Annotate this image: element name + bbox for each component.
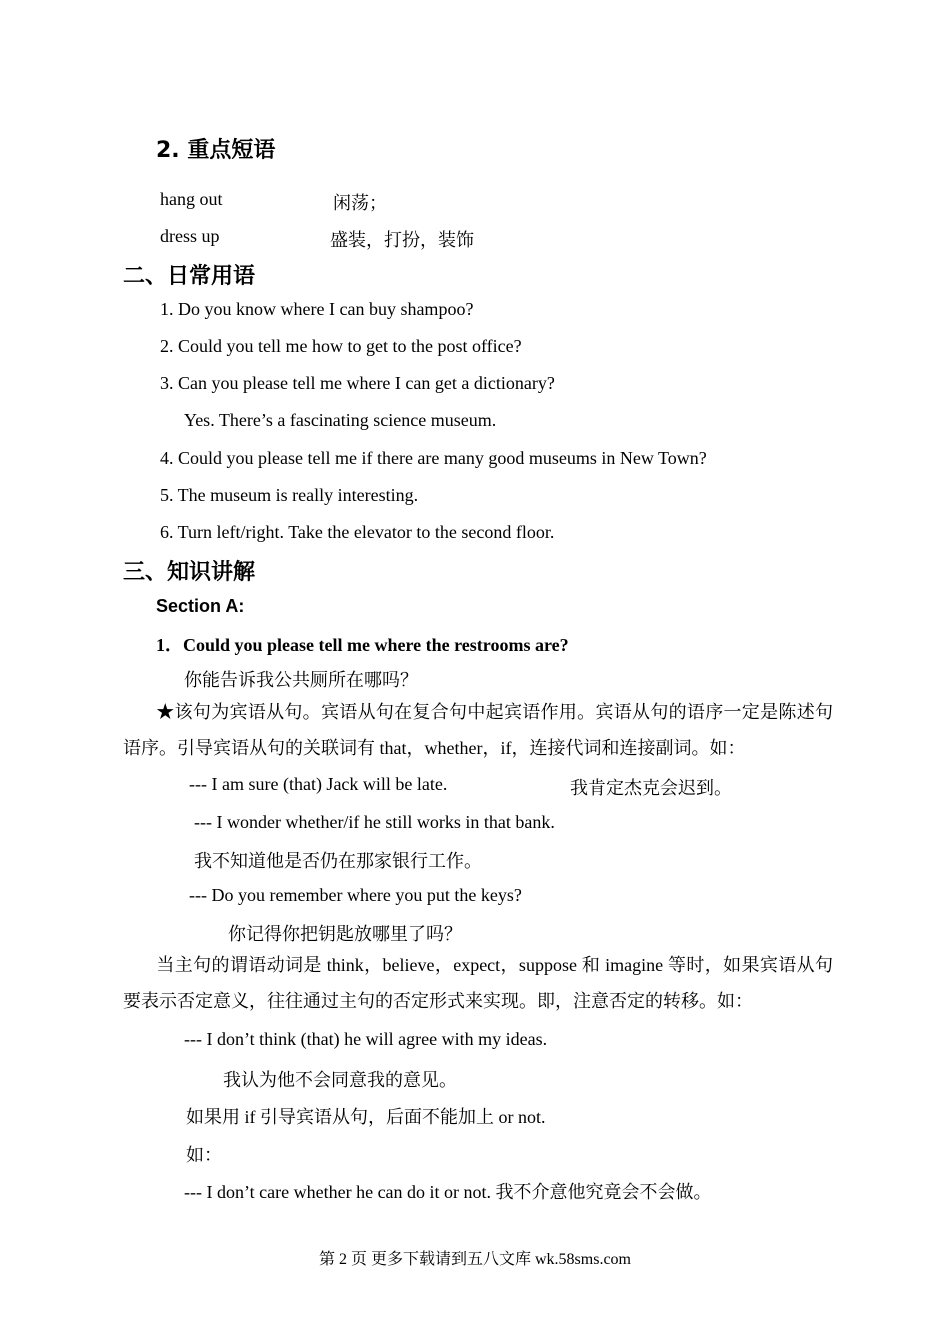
knowledge-heading: 三、知识讲解 — [123, 560, 256, 585]
explanation-paragraph — [123, 694, 833, 766]
expression-item: 1. Do you know where I can buy shampoo? — [160, 299, 474, 319]
example-zh: 我不知道他是否仍在那家银行工作。 — [194, 851, 482, 871]
page-footer: 第 2 页 更多下载请到五八文库 wk.58sms.com — [318, 1251, 631, 1268]
phrase-zh: 闲荡； — [333, 193, 387, 213]
daily-expressions-heading: 二、日常用语 — [123, 264, 256, 289]
example-en: --- Do you remember where you put the keys? — [189, 885, 522, 905]
example-line: --- I don’t care whether he can do it or not. 我不介意他究竟会不会做。 — [184, 1182, 712, 1202]
key-phrases-heading: 2. 重点短语 — [156, 138, 276, 163]
phrase-zh: 盛装，打扮，装饰 — [330, 230, 474, 250]
example-en: --- I don’t think (that) he will agree with my ideas. — [184, 1029, 548, 1049]
point-translation: 你能告诉我公共厕所在哪吗？ — [184, 670, 418, 690]
expression-item: 4. Could you please tell me if there are many good museums in New Town? — [160, 448, 707, 468]
expression-item: Yes. There’s a fascinating science museum. — [184, 410, 497, 430]
example-en: --- I am sure (that) Jack will be late. — [189, 774, 448, 794]
expression-item: 3. Can you please tell me where I can get a dictionary? — [160, 373, 555, 393]
point-title: 1．Could you please tell me where the restrooms are? — [156, 635, 569, 655]
if-note: 如果用 if 引导宾语从句，后面不能加上 or not. — [186, 1107, 546, 1127]
negation-paragraph — [123, 947, 833, 1019]
example-zh: 我肯定杰克会迟到。 — [570, 778, 732, 798]
phrase-en: hang out — [160, 189, 223, 209]
explanation-text: ★该句为宾语从句。宾语从句在复合句中起宾语作用。宾语从句的语序一定是陈述句语序。引导宾语从句的关联词有 that，whether，if，连接代词和连接副词。如： — [123, 702, 833, 758]
negation-text: 当主句的谓语动词是 think，believe，expect，suppose 和 imagine 等时，如果宾语从句要表示否定意义，往往通过主句的否定形式来实现。即，注意否定的转移。如： — [123, 955, 833, 1011]
expression-item: 2. Could you tell me how to get to the post office? — [160, 336, 522, 356]
if-example-label: 如： — [186, 1145, 222, 1165]
section-label: Section A: — [156, 596, 245, 616]
example-zh: 我认为他不会同意我的意见。 — [223, 1070, 457, 1090]
example-zh: 你记得你把钥匙放哪里了吗？ — [228, 924, 462, 944]
phrase-en: dress up — [160, 226, 220, 246]
example-en: --- I wonder whether/if he still works in that bank. — [194, 812, 555, 832]
expression-item: 5. The museum is really interesting. — [160, 485, 419, 505]
expression-item: 6. Turn left/right. Take the elevator to the second floor. — [160, 522, 555, 542]
